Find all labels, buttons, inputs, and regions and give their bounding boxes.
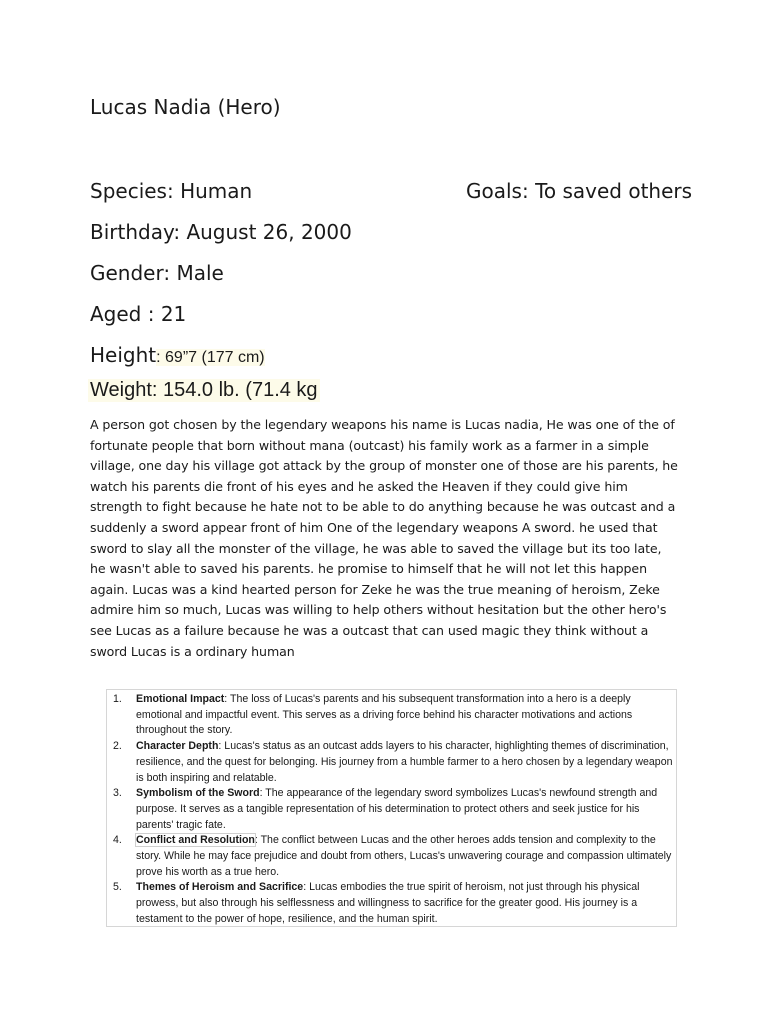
analysis-box [106,689,677,927]
birthday-field: Birthday: August 26, 2000 [90,220,352,244]
goals-field: Goals: To saved others [466,179,693,203]
height-field [90,343,265,367]
point-heading: Emotional Impact [136,693,225,705]
point-heading: Themes of Heroism and Sacrifice [136,881,304,894]
point-text: : Lucas's status as an outcast adds layers to his character, highlighting themes of discrimination, resilience, and the quest for belonging. His journey from a humble farmer to a hero chosen by a legendary weapon is both inspiring and relatable. [136,740,673,784]
point-text: : Lucas embodies the true spirit of heroism, not just through his physical prowess, but also through his selflessness and willingness to sacrifice for the greater good. His journey is a testament to the power of hope, resilience, and the human spirit. [136,881,640,925]
list-number: 4. [113,834,122,847]
list-item [107,880,674,927]
list-number: 5. [113,881,122,894]
species-field: Species: Human [90,179,253,203]
point-text: : The conflict between Lucas and the other heroes adds tension and complexity to the story. While he may face prejudice and doubt from others, Lucas's unwavering courage and compassion ultimately prove his worth as a true hero. [136,834,672,878]
point-heading: Conflict and Resolution [136,834,255,847]
list-item [107,739,674,786]
page-title: Lucas Nadia (Hero) [90,95,281,119]
age-field: Aged : 21 [90,302,187,326]
point-text: : The appearance of the legendary sword symbolizes Lucas's newfound strength and purpose. It serves as a tangible representation of his determination to protect others and seek justice for his parents' tragic fate. [136,787,658,831]
height-label: Height [90,343,157,367]
analysis-list [107,690,676,928]
list-item [107,786,674,833]
list-item [107,833,674,880]
list-item [107,692,674,739]
point-heading: Character Depth [136,740,219,753]
point-heading: Symbolism of the Sword [136,787,260,800]
list-number: 1. [113,693,122,705]
gender-field: Gender: Male [90,261,224,285]
backstory-paragraph: A person got chosen by the legendary weapons his name is Lucas nadia, He was one of the of fortunate people that born without mana (outcast) his family work as a farmer in a simple village, one day his village got attack by the group of monster one of those are his parents, he watch his parents die front of his eyes and he asked the Heaven if they could give him strength to fight because he hate not to be able to do anything because he was outcast and a suddenly a sword appear front of him One of the legendary weapons A sword. he used that sword to slay all the monster of the village, he was able to saved the village but its too late, he wasn't able to saved his parents. he promise to himself that he will not let this happen again. Lucas was a kind hearted person for Zeke he was the true meaning of heroism, Zeke admire him so much, Lucas was willing to help others without hesitation but the other hero's see Lucas as a failure because he was a outcast that can used magic they think without a sword Lucas is a ordinary human [90,417,678,659]
weight-field: Weight: 154.0 lb. (71.4 kg [90,379,318,401]
list-number: 2. [113,740,122,753]
point-text: : The loss of Lucas's parents and his subsequent transformation into a hero is a deeply emotional and impactful event. This serves as a driving force behind his character motivations and actions throughout the story. [136,693,633,737]
height-value: : 69”7 (177 cm) [156,349,265,366]
list-number: 3. [113,787,122,800]
